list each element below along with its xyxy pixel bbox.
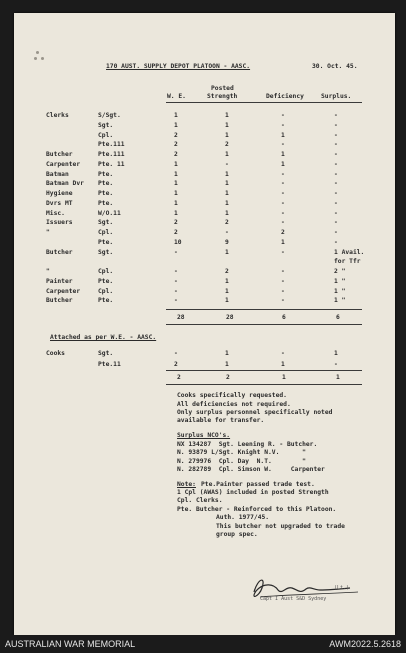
cell-we: 1: [174, 170, 178, 178]
cell-deficiency: -: [281, 112, 285, 119]
cell-trade: Butcher: [46, 248, 73, 256]
cell-surplus: -: [334, 361, 338, 368]
cell-deficiency: -: [281, 209, 285, 217]
cell-deficiency: 1: [281, 160, 285, 168]
cell-rank: Pte.: [98, 180, 114, 188]
col-deficiency: Deficiency: [266, 93, 304, 100]
cell-rank: Pte.111: [98, 151, 125, 158]
cell-rank: Pte.: [98, 297, 114, 305]
cell-surplus: -: [334, 121, 338, 129]
cell-posted: 1: [225, 277, 229, 285]
cell-we: 1: [174, 199, 178, 207]
cell-we: -: [174, 248, 178, 256]
cell-surplus: -: [334, 209, 338, 217]
cell-we: 1: [174, 209, 178, 217]
totals-rule-top: [166, 309, 362, 310]
signature-suffix: (Lt.): [334, 585, 350, 591]
cell-posted: -: [225, 229, 229, 236]
cell-trade: ": [46, 229, 50, 236]
cell-posted: -: [225, 160, 229, 168]
cell-we: 1: [174, 160, 178, 168]
cell-surplus: -: [334, 170, 338, 178]
cell-trade: Dvrs MT: [46, 199, 73, 207]
cell-trade: Hygiene: [46, 190, 73, 197]
cell-deficiency: -: [281, 248, 285, 256]
cell-surplus: 1 ": [334, 297, 346, 305]
cell-deficiency: 1: [281, 131, 285, 139]
cell-rank: Cpl.: [98, 229, 114, 236]
cell-deficiency: 1: [281, 151, 285, 158]
cell-posted: 1: [225, 199, 229, 207]
cell-deficiency: 2: [281, 229, 285, 236]
document-date: 30. Oct. 45.: [312, 63, 358, 70]
cell-rank: Pte.111: [98, 141, 125, 149]
cell-surplus: -: [334, 112, 338, 119]
cell-surplus: -: [334, 131, 338, 139]
cell-surplus: 1 ": [334, 277, 346, 285]
cell-surplus: -: [334, 219, 338, 227]
cell-surplus: -: [334, 229, 338, 236]
cell-deficiency: -: [281, 297, 285, 305]
cell-surplus: -: [334, 141, 338, 149]
cell-trade: Painter: [46, 277, 73, 285]
note-text: Pte.Painter passed trade test.: [201, 481, 315, 488]
attached-total-deficiency: 1: [282, 374, 286, 381]
cell-we: 1: [174, 190, 178, 197]
footer-right: AWM2022.5.2618: [329, 639, 401, 649]
cell-posted: 1: [225, 180, 229, 188]
cell-we: -: [174, 297, 178, 305]
cell-we: 2: [174, 361, 178, 368]
surplus-ncos-heading: Surplus NCO's.: [177, 432, 231, 439]
cell-we: 2: [174, 141, 178, 149]
cell-rank: Pte.: [98, 170, 114, 178]
cell-rank: Cpl.: [98, 131, 114, 139]
cell-deficiency: -: [281, 268, 285, 275]
cell-posted: 1: [225, 121, 229, 129]
cell-rank: Cpl.: [98, 268, 114, 275]
cell-deficiency: -: [281, 121, 285, 129]
cell-deficiency: -: [281, 350, 285, 357]
note-line: Only surplus personnel specifically noted: [177, 409, 333, 416]
cell-we: 2: [174, 151, 178, 158]
cell-we: 2: [174, 229, 178, 236]
total-posted: 28: [226, 314, 234, 321]
note-text: Auth. 1977/45.: [216, 514, 270, 521]
attached-total-surplus: 1: [336, 374, 340, 381]
surplus-nco-line: NX 134287 Sgt. Leening R. - Butcher.: [177, 441, 318, 448]
cell-posted: 2: [225, 268, 229, 275]
cell-surplus: 1: [334, 350, 338, 357]
cell-rank: Sgt.: [98, 350, 114, 357]
cell-rank: Pte.: [98, 277, 114, 285]
attached-rule-top: [166, 370, 362, 371]
cell-deficiency: -: [281, 190, 285, 197]
cell-deficiency: -: [281, 277, 285, 285]
cell-posted: 1: [225, 350, 229, 357]
signature: [240, 570, 370, 610]
punch-hole: [34, 57, 37, 60]
cell-posted: 1: [225, 112, 229, 119]
cell-we: 1: [174, 180, 178, 188]
cell-rank: Pte.: [98, 199, 114, 207]
cell-surplus: -: [334, 160, 338, 168]
cell-rank: Pte.: [98, 190, 114, 197]
surplus-nco-line: N. 93879 L/Sgt. Knight N.V. ": [177, 449, 306, 456]
punch-hole: [41, 57, 44, 60]
cell-we: 2: [174, 219, 178, 227]
footer-left: AUSTRALIAN WAR MEMORIAL: [5, 639, 136, 649]
attached-rule-bottom: [166, 384, 362, 385]
cell-rank: W/O.11: [98, 209, 121, 217]
cell-surplus: -: [334, 151, 338, 158]
attached-heading: Attached as per W.E. - AASC.: [50, 334, 157, 341]
cell-posted: 1: [225, 170, 229, 178]
note-text: Cpl. Clerks.: [177, 497, 223, 504]
note-label: Note:: [177, 481, 196, 488]
cell-posted: 9: [225, 238, 229, 246]
cell-trade: Butcher: [46, 151, 73, 158]
cell-surplus: -: [334, 190, 338, 197]
cell-trade: Butcher: [46, 297, 73, 305]
cell-rank: Pte. 11: [98, 160, 125, 168]
cell-posted: 2: [225, 141, 229, 149]
cell-trade: Batman Dvr: [46, 180, 84, 188]
col-surplus: Surplus.: [321, 93, 352, 100]
cell-we: 2: [174, 131, 178, 139]
note-line: All deficiencies not required.: [177, 401, 291, 408]
total-we: 28: [177, 314, 185, 321]
cell-trade: ": [46, 268, 50, 275]
header-rule: [166, 102, 362, 103]
cell-posted: 1: [225, 248, 229, 256]
cell-deficiency: -: [281, 219, 285, 227]
cell-trade: Batman: [46, 170, 69, 178]
cell-deficiency: 1: [281, 238, 285, 246]
cell-posted: 1: [225, 361, 229, 368]
cell-posted: 1: [225, 287, 229, 295]
cell-trade: Carpenter: [46, 160, 81, 168]
cell-surplus: -: [334, 199, 338, 207]
cell-rank: S/Sgt.: [98, 112, 121, 119]
cell-surplus: 2 ": [334, 268, 346, 275]
cell-trade: Carpenter: [46, 287, 81, 295]
cell-trade: Cooks: [46, 350, 65, 357]
note-text: This butcher not upgraded to trade: [216, 523, 345, 530]
cell-rank: Cpl.: [98, 287, 114, 295]
cell-rank: Sgt.: [98, 121, 114, 129]
cell-we: -: [174, 268, 178, 275]
cell-trade: Issuers: [46, 219, 73, 227]
cell-rank: Pte.: [98, 238, 114, 246]
cell-we: 10: [174, 238, 182, 246]
col-posted: Strength: [207, 93, 238, 100]
cell-we: -: [174, 350, 178, 357]
cell-deficiency: -: [281, 287, 285, 295]
cell-deficiency: -: [281, 180, 285, 188]
cell-surplus: 1 Avail.: [334, 248, 365, 256]
cell-posted: 1: [225, 131, 229, 139]
cell-posted: 2: [225, 219, 229, 227]
surplus-nco-line: N. 279976 Cpl. Day N.T. ": [177, 458, 306, 465]
cell-deficiency: -: [281, 141, 285, 149]
cell-trade: Misc.: [46, 209, 65, 217]
note-text: 1 Cpl (AWAS) included in posted Strength: [177, 489, 329, 496]
cell-posted: 1: [225, 209, 229, 217]
cell-posted: 1: [225, 297, 229, 305]
cell-posted: 1: [225, 151, 229, 158]
totals-rule-bottom: [166, 324, 362, 325]
cell-deficiency: -: [281, 170, 285, 178]
cell-we: 1: [174, 121, 178, 129]
col-posted-line1: Posted: [211, 85, 234, 92]
cell-trade: Clerks: [46, 112, 69, 119]
total-surplus: 6: [336, 314, 340, 321]
cell-surplus: -: [334, 180, 338, 188]
document-page: [14, 13, 395, 635]
note-line: available for transfer.: [177, 417, 265, 424]
cell-rank: Sgt.: [98, 248, 114, 256]
cell-rank: Sgt.: [98, 219, 114, 227]
note-text: Pte. Butcher - Reinforced to this Platoon.: [177, 506, 337, 513]
footer-bar: [0, 635, 406, 653]
attached-total-posted: 2: [226, 374, 230, 381]
cell-surplus: 1 ": [334, 287, 346, 295]
surplus-nco-line: N. 282789 Cpl. Simson W. Carpenter: [177, 466, 325, 473]
cell-surplus: -: [334, 238, 338, 246]
cell-we: 1: [174, 112, 178, 119]
total-deficiency: 6: [282, 314, 286, 321]
document-title: 170 AUST. SUPPLY DEPOT PLATOON - AASC.: [106, 63, 251, 70]
cell-surplus: for Tfr: [334, 258, 361, 266]
punch-hole: [36, 51, 39, 54]
cell-deficiency: 1: [281, 361, 285, 368]
note-line: Cooks specifically requested.: [177, 392, 287, 399]
cell-rank: Pte.11: [98, 361, 121, 368]
note-text: group spec.: [216, 531, 258, 538]
cell-we: -: [174, 277, 178, 285]
cell-we: -: [174, 287, 178, 295]
cell-deficiency: -: [281, 199, 285, 207]
attached-total-we: 2: [177, 374, 181, 381]
signature-stamp: Capt I Aust S&D Sydney: [260, 596, 327, 602]
col-we: W. E.: [167, 93, 186, 100]
cell-posted: 1: [225, 190, 229, 197]
